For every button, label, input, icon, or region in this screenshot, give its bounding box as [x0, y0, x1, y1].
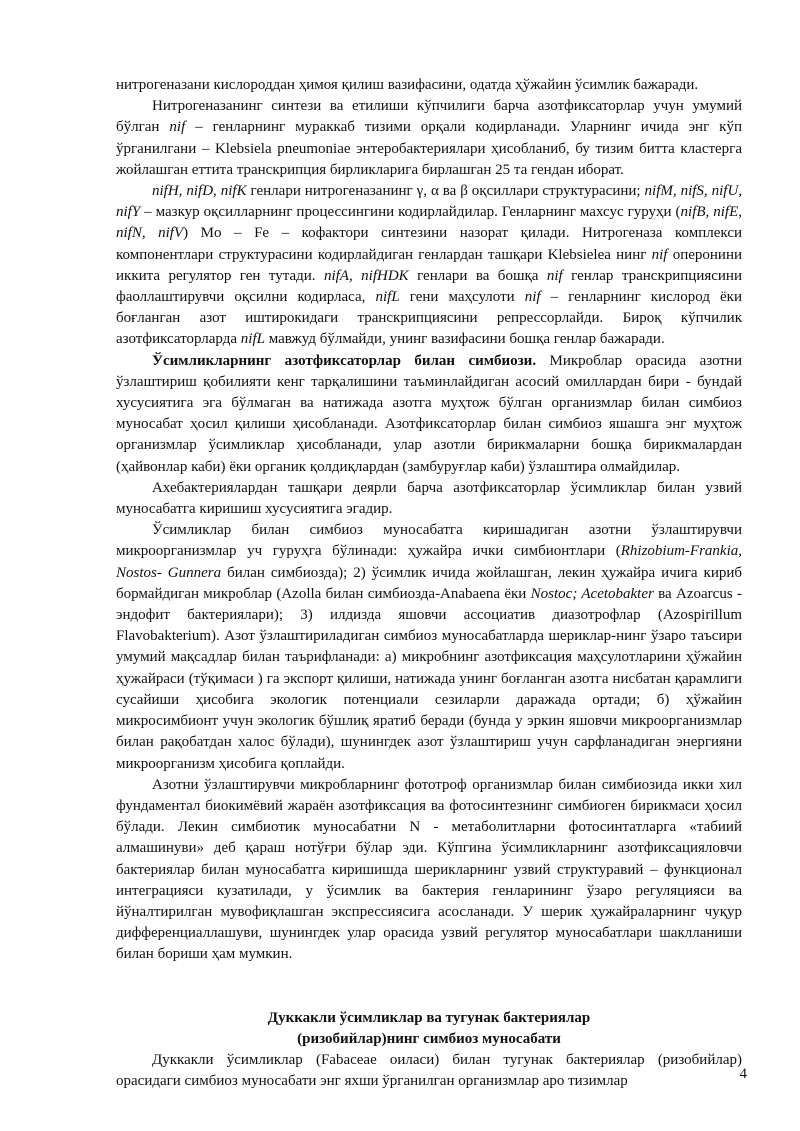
italic-term: nifN,	[116, 225, 146, 242]
paragraph	[116, 775, 742, 966]
text-run: Микроблар орасида азотни ўзлаштириш қобилияти кенг тарқалишини таъминлайдиган асосий омиллардан бири - бундай хусусиятига эга бўлмаган ва натижада азотга муҳтож бўлган организмлар билан симбиоз муносабат ҳосил қилиши ҳисобланади. Азотфиксаторлар билан симбиоз яшашга энг муҳтож организмлар ўсимликлар ҳисобланади, улар азотли бирикмаларни бошқа бирикмалардан (ҳайвонлар каби) ёки органик қолдиқлардан (замбуруғлар каби) ўзлаштира олмайдилар.	[116, 352, 742, 475]
text-run: билан симбиозда); 2) ўсимлик ичида жойлашган, лекин ҳужайра ичига кириб бормайдиган микроблар (Azolla билан симбиозда-Anabaena ёки	[116, 564, 743, 602]
text-run: – генларнинг мураккаб тизими орқали кодирланади. Уларнинг ичида энг кўп ўрганилгани – Klebsiela pneumoniae энтеробактериялари ҳисобланиб, бу тизим битта кластерга жойлашган еттита транскрипция бирликларига бирлашган 25 та гендан иборат.	[116, 119, 742, 178]
section-heading-line-1: Дуккакли ўсимликлар ва тугунак бактериялар	[267, 1009, 591, 1026]
text-run: Ахебактериялардан ташқари деярли барча азотфиксаторлар ўсимликлар билан узвий муносабатга киришиш хусусиятига эгадир.	[116, 479, 742, 518]
text-run: Ўсимликлар билан симбиоз муносабатга киришадиган азотни ўзлаштирувчи микроорганизмлар уч гуруҳга бўлинади: ҳужайра ички симбионтлари (	[116, 522, 742, 560]
section-spacer	[116, 966, 742, 1008]
paragraph	[116, 1050, 742, 1092]
italic-term: nifE,	[713, 204, 743, 221]
text-run: Нитрогеназанинг синтези ва етилиши кўпчилиги барча азотфиксаторлар учун умумий бўлган	[116, 98, 742, 136]
text-run: – генларнинг кислород ёки боғланган азот иштирокидаги транскрипциясини репрессорлайди. Бироқ кўпчилик азотфиксаторларда	[116, 289, 742, 348]
italic-term: nifS,	[680, 183, 708, 200]
text-run: генлар транскрипциясини фаоллаштирувчи оқсилни кодирласа,	[116, 267, 742, 306]
text-run: ) Mo – Fe – кофактори синтезини назорат қилади. Нитрогеназа комплекси компонентлари структурасини кодирлайдиган генлардан ташқари Klebsielea нинг	[116, 225, 743, 263]
text-run: Дуккакли ўсимликлар (Fabaceae оиласи) билан тугунак бактериялар (ризобийлар) орасидаги симбиоз муносабати энг яхши ўрганилган организмлар аро тизимлар	[116, 1051, 742, 1090]
paragraph	[116, 478, 742, 520]
italic-term: nif	[524, 289, 541, 306]
text-run: – мазкур оқсилларнинг процессингини кодирлайдилар. Генларнинг махсус гуруҳи (	[140, 204, 681, 221]
italic-term: nifB,	[680, 204, 710, 221]
italic-term: nif	[169, 119, 186, 136]
section-heading-line-2: (ризобийлар)нинг симбиоз муносабати	[297, 1030, 561, 1047]
italic-term: Nostoc; Acetobakter	[530, 585, 654, 602]
italic-term: nifK	[220, 183, 247, 200]
text-run	[146, 225, 159, 241]
paragraph	[116, 75, 742, 96]
paragraph	[116, 520, 742, 774]
italic-term: nifM,	[644, 183, 677, 200]
paragraph	[116, 181, 742, 351]
italic-term: nifD,	[186, 183, 217, 200]
text-run: нитрогеназани кислороддан ҳимоя қилиш вазифасини, одатда ҳўжайин ўсимлик бажаради.	[116, 77, 699, 93]
text-run: оперонини иккита регулятор ген тутади.	[116, 246, 743, 284]
section-intro	[116, 1050, 742, 1092]
italic-term: nifL	[240, 331, 265, 348]
paragraph	[116, 351, 742, 478]
text-run: Азотни ўзлаштирувчи микробларнинг фототроф организмлар билан симбиозида икки хил фундаментал биокимёвий жараён азотфиксация ва фотосинтезнинг симбиоген бирикмаси ҳосил бўлади. Лекин симбиотик муносабатни N - метаболитларни фотосинтатларга «табиий алмашинуви» деб қараш нотўғри бўлар эди. Кўпгина ўсимликларнинг азотфиксацияловчи бактериялар билан муносабатга киришишда шерикларнинг узвий структуравий – функционал интеграцияси кузатилади, у ўсимлик ва бактерия генларининг ўзаро регуляцияси ва йўналтирилган мувофиқлашган экспрессиясига асосланади. У шерик ҳужайраларнинг чуқур дифференциаллашуви, шунингдек улар орасида узвий регулятор муносабатлари шаклланиши билан бориши ҳам мумкин.	[116, 776, 742, 963]
italic-term: nifH,	[152, 183, 183, 200]
text-run: ва Azoarcus - эндофит бактериялари); 3) илдизда яшовчи ассоциатив диазотрофлар (Azospirillum Flavobakterium). Азот ўзлаштириладиган симбиоз муносабатларда шериклар-нинг ўзаро таъсири умумий мақсадлар билан таърифланади: а) микробнинг азотфиксация маҳсулотларини ҳўжайин ҳужайраси (тўқимаси ) га экспорт қилиши, натижада унинг боғланган азотга нисбатан қарамлиги сусайиши ҳисобига экологик потенциали сезиларли даражада ортади; б) ҳўжайин микросимбионт учун экологик бўшлиқ яратиб беради (бунда у эркин яшовчи микроорганизмлар билан рақобатдан халос бўлади), шунингдек азот ўзлаштириш учун сарфланадиган энергияни микроорганизм ҳисобига қоплайди.	[116, 585, 742, 772]
italic-term: nifL	[375, 289, 400, 306]
paragraph	[116, 96, 742, 181]
italic-term: nif	[651, 246, 668, 263]
document-page	[116, 75, 742, 1092]
italic-term: nifV	[158, 225, 184, 242]
italic-term: nifA, nifHDK	[323, 267, 409, 284]
bold-lead: Ўсимликларнинг азотфиксаторлар билан симбиози.	[152, 352, 537, 369]
italic-term: nif	[546, 267, 563, 284]
page-number: 4	[739, 1066, 747, 1082]
body-text	[116, 75, 742, 966]
text-run: мавжуд бўлмайди, унинг вазифасини бошқа генлар бажаради.	[264, 331, 665, 348]
italic-term: nifY	[116, 204, 141, 221]
text-run: генлари нитрогеназанинг γ, α ва β оқсиллари структурасини;	[246, 183, 645, 200]
text-run: генлари ва бошқа	[408, 267, 547, 284]
italic-term: Rhizobium-Frankia, Nostos- Gunnera	[116, 543, 742, 581]
text-run: гени маҳсулоти	[399, 289, 525, 306]
italic-term: nifU,	[711, 183, 743, 200]
